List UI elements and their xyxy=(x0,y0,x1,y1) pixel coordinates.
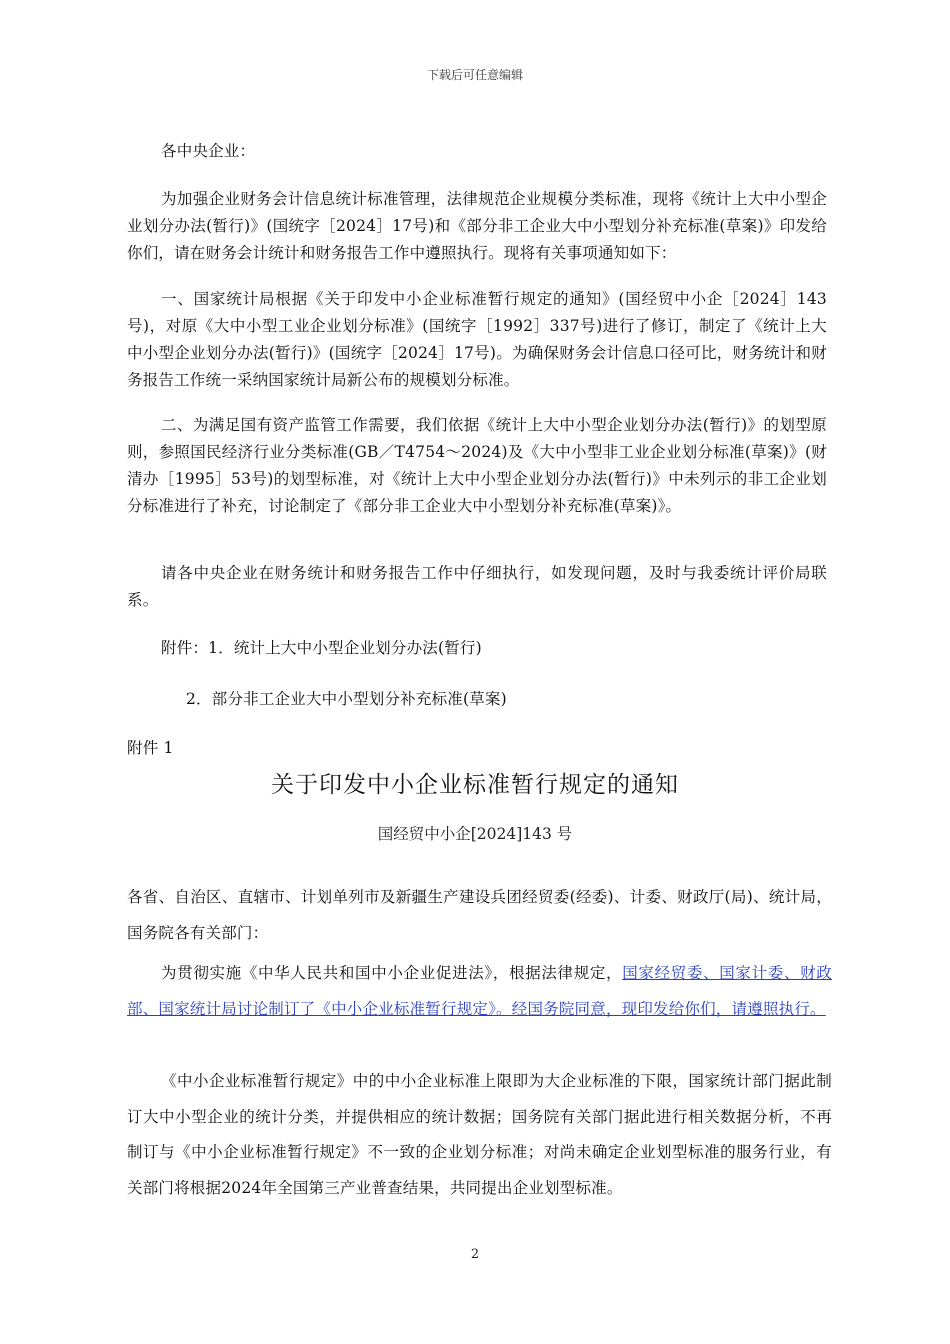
notice-regulation-link[interactable]: 国家经贸委、国家计委、财政部、国家统计局讨论制订了《中小企业标准暂行规定》。经国务院同意，现印发给你们，请遵照执行。 xyxy=(127,964,832,1018)
notice-title: 关于印发中小企业标准暂行规定的通知 xyxy=(271,772,679,798)
notice-paragraph-1-lead: 为贯彻实施《中华人民共和国中小企业促进法》，根据法律规定， xyxy=(161,964,623,982)
document-number: 国经贸中小企[2024]143 号 xyxy=(377,825,573,843)
page-number: 2 xyxy=(470,1247,480,1262)
letter-salutation: 各中央企业： xyxy=(161,142,256,160)
notice-paragraph-1 xyxy=(127,956,832,1027)
letter-paragraph-4: 请各中央企业在财务统计和财务报告工作中仔细执行，如发现问题，及时与我委统计评价局联系。 xyxy=(127,564,827,609)
letter-paragraph-2: 一、国家统计局根据《关于印发中小企业标准暂行规定的通知》(国经贸中小企［2024］143号)，对原《大中小型工业企业划分标准》(国统字［1992］337号)进行了修订，制定了《统计上大中小型企业划分办法(暂行)》(国统字［2024］17号)。为确保财务会计信息口径可比，财务统计和财务报告工作统一采纳国家统计局新公布的规模划分标准。 xyxy=(127,290,827,389)
annex-label: 附件 1 xyxy=(127,739,174,757)
attachment-item-1: 附件：1．统计上大中小型企业划分办法(暂行) xyxy=(161,639,482,657)
attachment-item-2: 2．部分非工企业大中小型划分补充标准(草案) xyxy=(186,690,507,708)
notice-recipients: 各省、自治区、直辖市、计划单列市及新疆生产建设兵团经贸委(经委)、计委、财政厅(局)、统计局，国务院各有关部门： xyxy=(127,888,832,942)
notice-paragraph-2: 《中小企业标准暂行规定》中的中小企业标准上限即为大企业标准的下限，国家统计部门据此制订大中小型企业的统计分类，并提供相应的统计数据；国务院有关部门据此进行相关数据分析，不再制订与《中小企业标准暂行规定》不一致的企业划分标准；对尚未确定企业划型标准的服务行业，有关部门将根据2024年全国第三产业普查结果，共同提出企业划型标准。 xyxy=(127,1072,832,1197)
letter-paragraph-3: 二、为满足国有资产监管工作需要，我们依据《统计上大中小型企业划分办法(暂行)》的划型原则，参照国民经济行业分类标准(GB／T4754～2024)及《大中小型非工业企业划分标准(草案)》(财清办［1995］53号)的划型标准，对《统计上大中小型企业划分办法(暂行)》中未列示的非工企业划分标准进行了补充，讨论制定了《部分非工企业大中小型划分补充标准(草案)》。 xyxy=(127,416,827,515)
page-header: 下载后可任意编辑 xyxy=(426,68,523,82)
letter-paragraph-1: 为加强企业财务会计信息统计标准管理，法律规范企业规模分类标准，现将《统计上大中小型企业划分办法(暂行)》(国统字［2024］17号)和《部分非工企业大中小型划分补充标准(草案)》印发给你们，请在财务会计统计和财务报告工作中遵照执行。现将有关事项通知如下： xyxy=(127,190,827,262)
